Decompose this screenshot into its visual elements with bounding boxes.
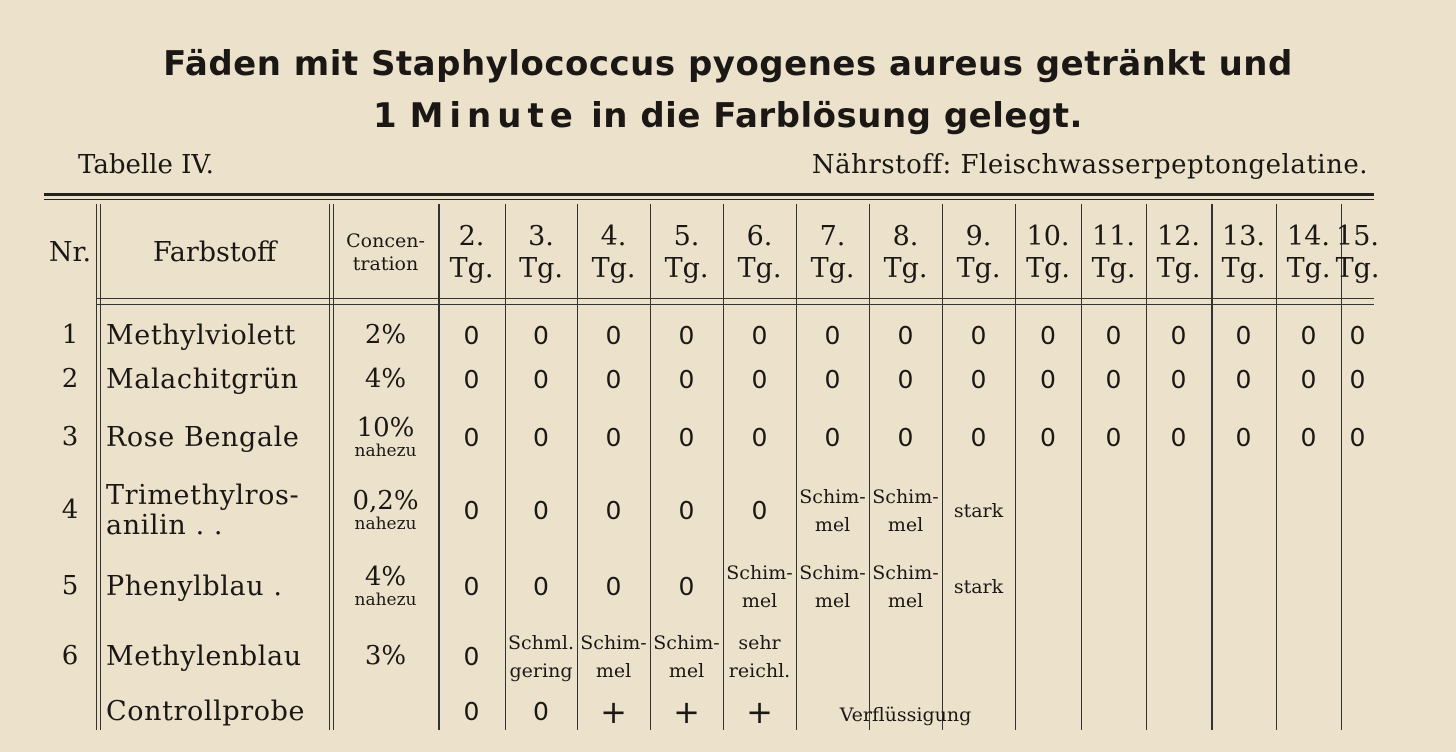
header-nr xyxy=(44,210,96,296)
row-conc-value: 2% xyxy=(364,320,407,351)
row-nr xyxy=(44,694,96,730)
header-day-number: 4. xyxy=(600,220,627,252)
header-day-unit: Tg. xyxy=(1335,253,1380,284)
data-cell xyxy=(796,552,869,622)
data-cell-line: reichl. xyxy=(728,660,791,682)
header-day-number: 11. xyxy=(1092,220,1135,252)
data-cell-value: 0 xyxy=(533,572,549,601)
table-top-rule-thin xyxy=(44,199,1374,200)
data-cell-value: 0 xyxy=(970,321,987,350)
title-line-2 xyxy=(0,96,1456,136)
data-cell xyxy=(869,552,942,622)
title-minute: Minute xyxy=(409,96,579,136)
data-cell-value: 0 xyxy=(533,496,549,525)
header-rule xyxy=(96,298,1374,299)
data-cell xyxy=(577,476,650,546)
data-cell xyxy=(438,694,505,730)
header-day-unit: Tg. xyxy=(591,253,636,284)
data-cell-line: mel xyxy=(887,514,924,536)
data-cell-line: Schim- xyxy=(653,631,720,654)
data-cell xyxy=(1146,552,1211,622)
data-cell-value: 0 xyxy=(751,423,768,452)
data-cell xyxy=(505,694,577,730)
data-cell xyxy=(1015,552,1081,622)
data-cell-value: 0 xyxy=(824,423,841,452)
data-cell-value: 0 xyxy=(970,423,987,452)
data-cell xyxy=(1015,476,1081,546)
header-rule-thin xyxy=(96,304,1374,305)
header-dye xyxy=(96,210,333,296)
data-cell xyxy=(942,316,1015,356)
data-cell xyxy=(650,552,723,622)
data-cell xyxy=(1081,552,1146,622)
data-cell xyxy=(723,360,796,400)
data-cell-value: 0 xyxy=(1040,423,1056,452)
header-day-2 xyxy=(438,210,505,296)
data-cell-value: 0 xyxy=(678,423,695,452)
data-cell-value: 0 xyxy=(897,321,914,350)
header-day-7 xyxy=(796,210,869,296)
row-conc-value: 4% xyxy=(364,364,407,395)
data-cell xyxy=(1146,316,1211,356)
data-cell-value: 0 xyxy=(605,496,622,525)
data-cell xyxy=(1081,360,1146,400)
data-cell-value: 0 xyxy=(463,697,480,726)
header-day-5 xyxy=(650,210,723,296)
data-cell-value: 0 xyxy=(1105,321,1122,350)
data-cell xyxy=(1211,360,1276,400)
data-cell-line: Schml. xyxy=(507,631,575,654)
data-cell-value: 0 xyxy=(1235,365,1252,394)
data-cell xyxy=(796,316,869,356)
row-nr xyxy=(44,552,96,622)
data-cell-value: 0 xyxy=(1349,365,1366,394)
data-cell-value: 0 xyxy=(1300,423,1317,452)
data-cell-line: mel xyxy=(814,514,851,536)
control-note-text: Verflüssigung xyxy=(839,703,972,726)
data-cell-value: 0 xyxy=(897,365,914,394)
header-day-unit: Tg. xyxy=(1026,253,1070,284)
row-nr-value: 2 xyxy=(61,364,79,395)
data-cell xyxy=(1341,476,1374,546)
data-cell-value: 0 xyxy=(824,321,841,350)
header-day-number: 10. xyxy=(1026,220,1070,252)
data-cell xyxy=(650,316,723,356)
table-label: Tabelle IV. xyxy=(78,150,214,180)
header-day-11 xyxy=(1081,210,1146,296)
data-cell xyxy=(942,410,1015,466)
data-cell xyxy=(505,360,577,400)
header-day-15 xyxy=(1335,210,1380,296)
data-cell xyxy=(796,410,869,466)
data-cell-line: Schim- xyxy=(872,485,939,508)
data-cell xyxy=(1146,694,1211,730)
data-cell-value: 0 xyxy=(605,572,622,601)
header-day-6 xyxy=(723,210,796,296)
row-conc-value: 10% xyxy=(356,413,415,444)
row-concentration xyxy=(333,694,438,730)
data-cell xyxy=(1276,694,1341,730)
data-cell-value: 0 xyxy=(1349,423,1366,452)
data-cell-value: 0 xyxy=(533,321,549,350)
data-cell-value: 0 xyxy=(678,365,695,394)
row-dye-line: Methylviolett xyxy=(106,319,297,351)
data-cell-line: mel xyxy=(668,660,705,682)
data-cell-line: mel xyxy=(887,590,924,612)
data-cell-value: 0 xyxy=(1170,365,1187,394)
data-cell-value: 0 xyxy=(751,365,768,394)
row-conc-value: 3% xyxy=(364,641,407,672)
data-cell-value: 0 xyxy=(1300,365,1317,394)
data-cell xyxy=(942,360,1015,400)
header-day-10 xyxy=(1015,210,1081,296)
data-cell-value: 0 xyxy=(1040,365,1056,394)
data-cell-value: 0 xyxy=(463,365,480,394)
data-cell xyxy=(1015,694,1081,730)
data-cell xyxy=(1276,476,1341,546)
row-conc-note: nahezu xyxy=(354,513,417,534)
data-cell xyxy=(1015,624,1081,690)
data-cell xyxy=(505,410,577,466)
data-cell xyxy=(1081,476,1146,546)
header-concentration xyxy=(333,210,438,296)
data-cell-value: 0 xyxy=(463,572,480,601)
data-cell xyxy=(505,552,577,622)
row-dye-line: Trimethylros- xyxy=(106,480,300,512)
data-cell xyxy=(723,410,796,466)
data-cell-line: Schim- xyxy=(799,561,866,584)
title-rest: in die Farblösung gelegt. xyxy=(591,96,1083,136)
data-cell xyxy=(723,476,796,546)
data-cell xyxy=(1211,476,1276,546)
data-cell-value: + xyxy=(673,692,700,731)
data-cell-value: 0 xyxy=(1170,321,1187,350)
data-cell-value: 0 xyxy=(1300,321,1317,350)
row-conc-value: 0,2% xyxy=(352,486,419,517)
data-cell-value: 0 xyxy=(1105,423,1122,452)
data-cell-value: 0 xyxy=(463,321,480,350)
data-cell-line: mel xyxy=(741,590,778,612)
header-day-14 xyxy=(1276,210,1341,296)
row-concentration xyxy=(333,410,438,466)
row-concentration xyxy=(333,552,438,622)
data-cell-value: 0 xyxy=(897,423,914,452)
data-cell-line: mel xyxy=(814,590,851,612)
header-day-number: 8. xyxy=(892,220,919,252)
header-day-unit: Tg. xyxy=(1091,253,1136,284)
data-cell xyxy=(869,624,942,690)
data-cell xyxy=(1081,316,1146,356)
row-dye-line: Controllprobe xyxy=(106,695,306,727)
data-cell xyxy=(438,316,505,356)
data-cell-value: stark xyxy=(953,575,1004,598)
data-cell xyxy=(1146,476,1211,546)
data-cell-value: 0 xyxy=(463,496,480,525)
row-concentration xyxy=(333,316,438,356)
data-cell-line: gering xyxy=(509,660,573,682)
header-day-unit: Tg. xyxy=(810,253,855,284)
data-cell-line: mel xyxy=(595,660,632,682)
header-day-unit: Tg. xyxy=(449,253,494,284)
data-cell xyxy=(942,476,1015,546)
data-cell-value: 0 xyxy=(463,423,480,452)
row-dye xyxy=(96,410,333,466)
data-cell-value: 0 xyxy=(463,642,480,671)
data-cell xyxy=(1341,694,1374,730)
data-cell xyxy=(505,316,577,356)
row-conc-value: 4% xyxy=(364,562,407,593)
data-cell xyxy=(438,476,505,546)
data-cell-value: 0 xyxy=(678,572,695,601)
data-cell xyxy=(1081,410,1146,466)
data-cell xyxy=(438,410,505,466)
data-cell xyxy=(1341,316,1374,356)
row-dye xyxy=(96,476,333,546)
header-dye-label: Farbstoff xyxy=(152,236,277,268)
data-cell xyxy=(723,694,796,730)
row-dye xyxy=(96,694,333,730)
row-concentration xyxy=(333,360,438,400)
data-cell xyxy=(723,316,796,356)
data-cell xyxy=(723,552,796,622)
data-cell-value: 0 xyxy=(605,423,622,452)
row-nr xyxy=(44,410,96,466)
header-day-unit: Tg. xyxy=(956,253,1001,284)
header-day-unit: Tg. xyxy=(737,253,782,284)
data-cell-value: 0 xyxy=(533,697,549,726)
data-cell-value: 0 xyxy=(678,321,695,350)
data-cell-value: + xyxy=(746,692,773,731)
header-day-unit: Tg. xyxy=(1286,253,1331,284)
data-cell xyxy=(1211,694,1276,730)
data-cell xyxy=(1015,316,1081,356)
data-cell-value: 0 xyxy=(1170,423,1187,452)
data-cell xyxy=(1211,316,1276,356)
data-cell xyxy=(577,316,650,356)
row-dye xyxy=(96,316,333,356)
header-day-12 xyxy=(1146,210,1211,296)
data-cell xyxy=(577,624,650,690)
row-dye xyxy=(96,360,333,400)
data-cell xyxy=(869,410,942,466)
header-day-number: 14. xyxy=(1287,220,1330,252)
data-cell xyxy=(650,360,723,400)
header-conc-line1: Concen- xyxy=(346,230,425,253)
row-nr-value: 6 xyxy=(61,641,79,672)
header-day-unit: Tg. xyxy=(1221,253,1266,284)
header-day-number: 13. xyxy=(1222,220,1265,252)
data-cell xyxy=(577,360,650,400)
data-cell xyxy=(438,360,505,400)
control-note xyxy=(796,700,1015,730)
header-day-13 xyxy=(1211,210,1276,296)
data-cell-line: Schim- xyxy=(580,631,647,654)
row-nr-value: 5 xyxy=(61,571,79,602)
header-day-9 xyxy=(942,210,1015,296)
row-concentration xyxy=(333,624,438,690)
row-nr xyxy=(44,624,96,690)
row-nr xyxy=(44,476,96,546)
data-cell xyxy=(1015,410,1081,466)
data-cell-value: + xyxy=(600,692,627,731)
data-cell-value: 0 xyxy=(970,365,987,394)
data-cell xyxy=(1211,410,1276,466)
row-dye-line: Phenylblau . xyxy=(106,570,283,602)
data-cell xyxy=(577,552,650,622)
data-cell xyxy=(1276,624,1341,690)
data-cell xyxy=(723,624,796,690)
data-cell-value: stark xyxy=(953,499,1004,522)
data-cell-value: 0 xyxy=(533,365,549,394)
data-cell-value: 0 xyxy=(1105,365,1122,394)
header-day-4 xyxy=(577,210,650,296)
data-cell xyxy=(1146,410,1211,466)
data-cell-line: sehr xyxy=(738,631,781,654)
data-cell xyxy=(1081,694,1146,730)
data-cell xyxy=(1015,360,1081,400)
row-conc-note: nahezu xyxy=(354,589,417,610)
table-top-rule xyxy=(44,193,1374,196)
data-cell-value: 0 xyxy=(824,365,841,394)
header-day-3 xyxy=(505,210,577,296)
header-day-number: 6. xyxy=(746,220,773,252)
data-cell xyxy=(1081,624,1146,690)
row-nr-value: 3 xyxy=(61,422,79,453)
header-day-number: 5. xyxy=(673,220,700,252)
data-cell xyxy=(869,316,942,356)
data-cell xyxy=(650,410,723,466)
data-cell-value: 0 xyxy=(605,321,622,350)
row-dye-line: Methylenblau xyxy=(106,640,302,672)
title-number: 1 xyxy=(373,96,398,136)
row-conc-note: nahezu xyxy=(354,440,417,461)
row-nr xyxy=(44,360,96,400)
row-dye xyxy=(96,552,333,622)
data-cell xyxy=(1211,624,1276,690)
data-cell xyxy=(796,360,869,400)
data-cell xyxy=(1341,410,1374,466)
data-cell xyxy=(577,694,650,730)
row-dye-line: anilin . . xyxy=(106,510,224,541)
header-day-unit: Tg. xyxy=(664,253,709,284)
title-line-1: Fäden mit Staphylococcus pyogenes aureus getränkt und xyxy=(163,44,1293,84)
header-day-number: 3. xyxy=(528,220,554,252)
data-cell-line: Schim- xyxy=(799,485,866,508)
data-cell xyxy=(438,624,505,690)
data-cell-value: 0 xyxy=(1349,321,1366,350)
data-cell xyxy=(1276,360,1341,400)
data-cell xyxy=(1276,316,1341,356)
header-day-number: 15. xyxy=(1336,220,1379,252)
header-day-unit: Tg. xyxy=(1156,253,1201,284)
data-cell xyxy=(1211,552,1276,622)
row-concentration xyxy=(333,476,438,546)
header-day-number: 9. xyxy=(965,220,992,252)
data-cell xyxy=(1276,552,1341,622)
header-day-unit: Tg. xyxy=(519,253,563,284)
data-cell xyxy=(869,360,942,400)
nutrient-label: Nährstoff: Fleischwasserpeptongelatine. xyxy=(811,150,1368,180)
header-day-unit: Tg. xyxy=(883,253,928,284)
data-cell xyxy=(577,410,650,466)
data-cell xyxy=(1341,624,1374,690)
data-cell xyxy=(942,552,1015,622)
data-cell xyxy=(438,552,505,622)
data-cell xyxy=(869,476,942,546)
row-dye xyxy=(96,624,333,690)
data-cell xyxy=(650,624,723,690)
header-conc-line2: tration xyxy=(352,253,419,275)
data-cell-line: Schim- xyxy=(872,561,939,584)
data-cell-value: 0 xyxy=(1235,321,1252,350)
data-cell xyxy=(1276,410,1341,466)
header-day-8 xyxy=(869,210,942,296)
data-cell xyxy=(650,476,723,546)
row-nr-value: 4 xyxy=(61,495,79,526)
data-cell-value: 0 xyxy=(605,365,622,394)
data-cell-value: 0 xyxy=(1235,423,1252,452)
row-nr xyxy=(44,316,96,356)
data-cell xyxy=(505,624,577,690)
row-nr-value: 1 xyxy=(61,320,79,351)
data-cell-value: 0 xyxy=(1040,321,1056,350)
data-cell-value: 0 xyxy=(751,496,768,525)
header-day-number: 12. xyxy=(1157,220,1200,252)
data-cell xyxy=(796,624,869,690)
data-cell xyxy=(796,476,869,546)
data-cell-value: 0 xyxy=(751,321,768,350)
data-cell xyxy=(1146,360,1211,400)
data-cell xyxy=(1146,624,1211,690)
data-cell-line: Schim- xyxy=(726,561,793,584)
data-cell xyxy=(505,476,577,546)
data-cell-value: 0 xyxy=(678,496,695,525)
data-cell xyxy=(942,624,1015,690)
header-day-number: 7. xyxy=(819,220,846,252)
row-dye-line: Malachitgrün xyxy=(106,363,299,395)
data-cell xyxy=(1341,552,1374,622)
row-dye-line: Rose Bengale xyxy=(106,421,300,453)
header-day-number: 2. xyxy=(458,220,485,252)
data-cell xyxy=(650,694,723,730)
data-cell-value: 0 xyxy=(533,423,549,452)
header-nr-label: Nr. xyxy=(48,236,92,268)
data-cell xyxy=(1341,360,1374,400)
